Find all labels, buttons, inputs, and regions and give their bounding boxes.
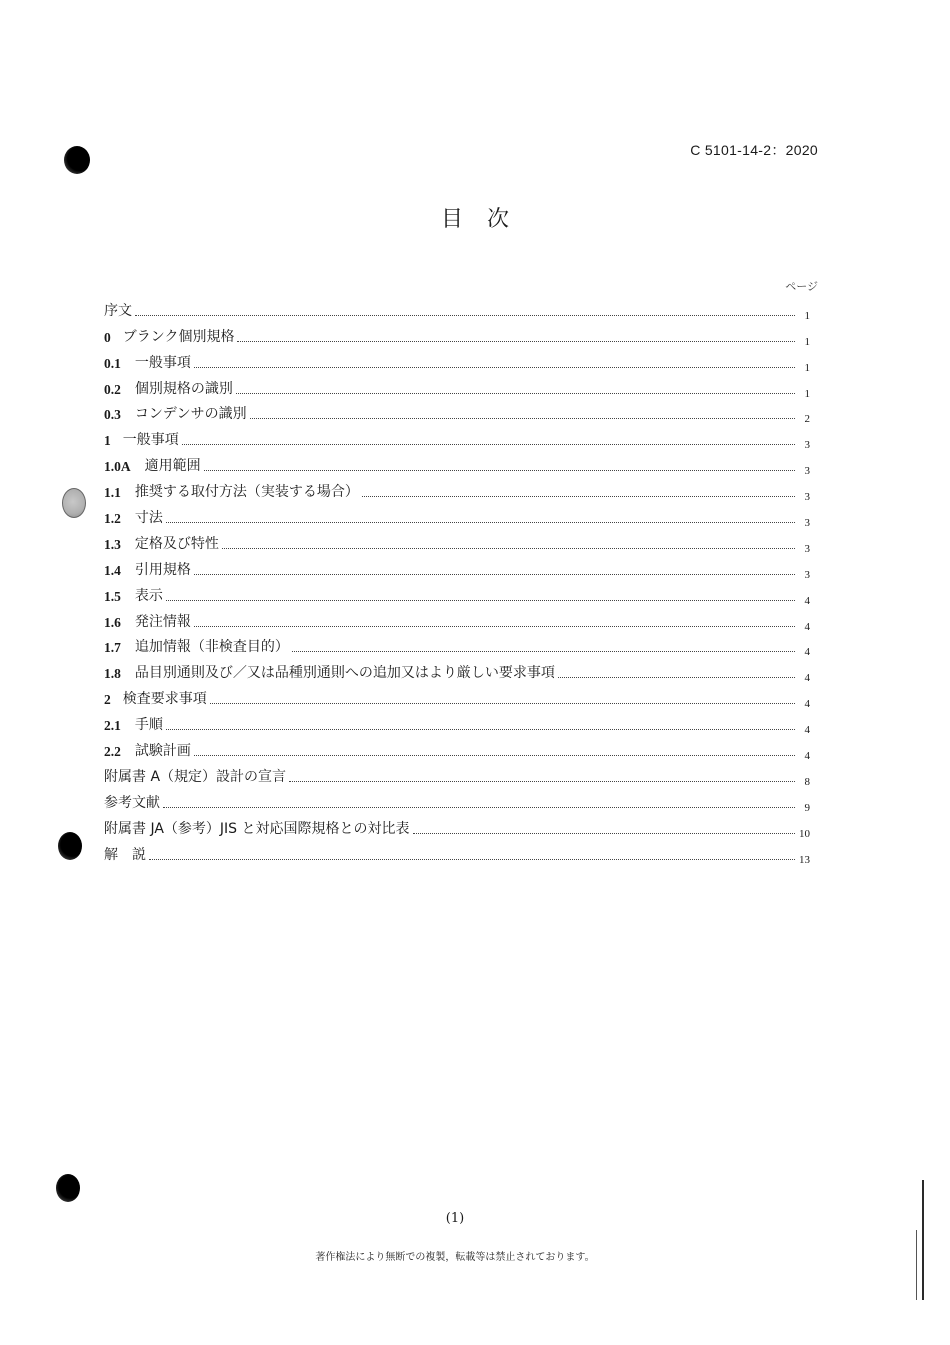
toc-entry-title: 解 説 xyxy=(104,846,146,863)
toc-entry[interactable] xyxy=(104,449,810,478)
toc-dot-leader xyxy=(135,315,795,316)
toc-entry[interactable] xyxy=(104,734,810,763)
toc-dot-leader xyxy=(166,729,795,730)
toc-entry-number: 0.3 xyxy=(104,407,121,423)
toc-entry-number: 1.7 xyxy=(104,640,121,656)
toc-dot-leader xyxy=(292,651,795,652)
toc-entry[interactable] xyxy=(104,812,810,838)
toc-entry-number: 1.4 xyxy=(104,562,121,578)
scan-edge-line xyxy=(922,1180,924,1300)
toc-entry-number: 1 xyxy=(104,433,111,449)
toc-entry[interactable] xyxy=(104,838,810,864)
toc-entry-number: 1.2 xyxy=(104,511,121,527)
toc-dot-leader xyxy=(289,781,795,782)
toc-entry-number: 0 xyxy=(104,329,111,345)
toc-entry-number: 1.0A xyxy=(104,459,131,475)
toc-dot-leader xyxy=(210,703,795,704)
toc-dot-leader xyxy=(362,496,795,497)
toc-entry-title: 推奨する取付方法（実装する場合） xyxy=(134,484,359,501)
toc-dot-leader xyxy=(194,367,795,368)
toc-entry-page: 4 xyxy=(804,672,810,685)
toc-entry-title: ブランク個別規格 xyxy=(122,328,235,345)
toc-entry-title: 発注情報 xyxy=(134,613,191,630)
toc-entry-page: 4 xyxy=(804,724,810,737)
toc-entry-title: 附属書 A（規定）設計の宣言 xyxy=(104,768,287,785)
toc-dot-leader xyxy=(204,470,795,471)
toc-entry-page: 8 xyxy=(804,775,810,788)
toc-entry-number: 2 xyxy=(104,692,111,708)
toc-entry-page: 1 xyxy=(804,361,810,374)
toc-entry-title: 試験計画 xyxy=(134,743,191,760)
toc-entry-title: 表示 xyxy=(134,587,163,604)
toc-dot-leader xyxy=(558,677,795,678)
toc-entry[interactable] xyxy=(104,786,810,812)
toc-entry[interactable] xyxy=(104,682,810,711)
toc-entry-page: 1 xyxy=(804,335,810,348)
toc-entry-title: 検査要求事項 xyxy=(122,691,207,708)
toc-page-column-label: ページ xyxy=(785,280,818,293)
toc-entry[interactable] xyxy=(104,398,810,424)
toc-dot-leader xyxy=(166,522,795,523)
punch-hole-middle xyxy=(62,488,86,518)
toc-entry-page: 4 xyxy=(804,620,810,633)
toc-entry-page: 4 xyxy=(804,646,810,659)
toc-entry[interactable] xyxy=(104,320,810,346)
toc-entry-page: 2 xyxy=(804,413,810,426)
toc-dot-leader xyxy=(182,444,795,445)
document-id: C 5101-14-2：2020 xyxy=(690,142,818,158)
table-of-contents xyxy=(104,294,810,864)
toc-entry[interactable] xyxy=(104,423,810,452)
page-title: 目次 xyxy=(440,207,533,232)
toc-entry-page: 3 xyxy=(804,542,810,555)
toc-dot-leader xyxy=(194,574,795,575)
toc-entry-title: 個別規格の識別 xyxy=(134,380,233,397)
toc-entry[interactable] xyxy=(104,294,810,320)
toc-entry[interactable] xyxy=(104,501,810,530)
footer-page-number: (1) xyxy=(445,1211,465,1226)
toc-entry-page: 3 xyxy=(804,517,810,530)
toc-entry-title: 適用範囲 xyxy=(144,458,201,475)
toc-entry-page: 9 xyxy=(804,801,810,814)
toc-entry-title: 追加情報（非検査目的） xyxy=(134,639,289,656)
toc-entry-title: 定格及び特性 xyxy=(134,535,219,552)
toc-entry-title: 参考文献 xyxy=(104,794,160,811)
toc-dot-leader xyxy=(163,807,795,808)
toc-entry[interactable] xyxy=(104,631,810,657)
toc-dot-leader xyxy=(222,548,795,549)
toc-entry-title: 引用規格 xyxy=(134,561,191,578)
punch-hole-bottom xyxy=(56,1174,80,1202)
toc-entry-title: 品目別通則及び／又は品種別通則への追加又はより厳しい要求事項 xyxy=(134,665,555,682)
toc-dot-leader xyxy=(250,418,795,419)
toc-dot-leader xyxy=(149,859,795,860)
toc-entry-page: 1 xyxy=(804,387,810,400)
toc-entry-title: 寸法 xyxy=(134,510,163,527)
toc-entry[interactable] xyxy=(104,475,810,504)
toc-entry-number: 1.1 xyxy=(104,485,121,501)
toc-entry[interactable] xyxy=(104,527,810,553)
toc-dot-leader xyxy=(166,600,795,601)
toc-entry-number: 1.3 xyxy=(104,536,121,552)
toc-dot-leader xyxy=(194,755,795,756)
toc-entry[interactable] xyxy=(104,553,810,579)
toc-entry-page: 13 xyxy=(799,853,810,866)
copyright-note: 著作権法により無断での複製，転載等は禁止されております。 xyxy=(315,1252,595,1263)
toc-entry[interactable] xyxy=(104,656,810,685)
toc-entry-number: 1.8 xyxy=(104,666,121,682)
toc-dot-leader xyxy=(194,626,795,627)
punch-hole-top xyxy=(64,146,90,174)
toc-dot-leader xyxy=(413,833,795,834)
toc-entry[interactable] xyxy=(104,605,810,631)
scan-edge-line-secondary xyxy=(916,1230,917,1300)
toc-dot-leader xyxy=(236,393,795,394)
toc-entry-title: 一般事項 xyxy=(122,432,179,449)
toc-entry-title: 手順 xyxy=(134,717,163,734)
punch-hole-lower xyxy=(58,832,82,860)
toc-entry-title: 附属書 JA（参考）JIS と対応国際規格との対比表 xyxy=(104,820,410,837)
toc-entry-page: 3 xyxy=(804,491,810,504)
toc-entry[interactable] xyxy=(104,579,810,605)
toc-entry[interactable] xyxy=(104,346,810,372)
toc-entry-number: 2.1 xyxy=(104,718,121,734)
toc-entry-title: 一般事項 xyxy=(134,354,191,371)
toc-entry-page: 4 xyxy=(804,698,810,711)
toc-entry-number: 2.2 xyxy=(104,744,121,760)
toc-entry[interactable] xyxy=(104,372,810,398)
toc-entry-page: 3 xyxy=(804,465,810,478)
toc-entry-number: 1.5 xyxy=(104,588,121,604)
toc-entry-page: 4 xyxy=(804,750,810,763)
toc-dot-leader xyxy=(237,341,795,342)
toc-entry-page: 4 xyxy=(804,594,810,607)
toc-entry-page: 1 xyxy=(804,309,810,322)
toc-entry-page: 3 xyxy=(804,439,810,452)
toc-entry[interactable] xyxy=(104,708,810,737)
toc-entry-number: 0.1 xyxy=(104,355,121,371)
toc-entry[interactable] xyxy=(104,760,810,786)
toc-entry-title: 序文 xyxy=(104,302,132,319)
toc-entry-number: 0.2 xyxy=(104,381,121,397)
toc-entry-title: コンデンサの識別 xyxy=(134,406,247,423)
toc-entry-page: 3 xyxy=(804,568,810,581)
toc-entry-page: 10 xyxy=(799,827,810,840)
toc-entry-number: 1.6 xyxy=(104,614,121,630)
